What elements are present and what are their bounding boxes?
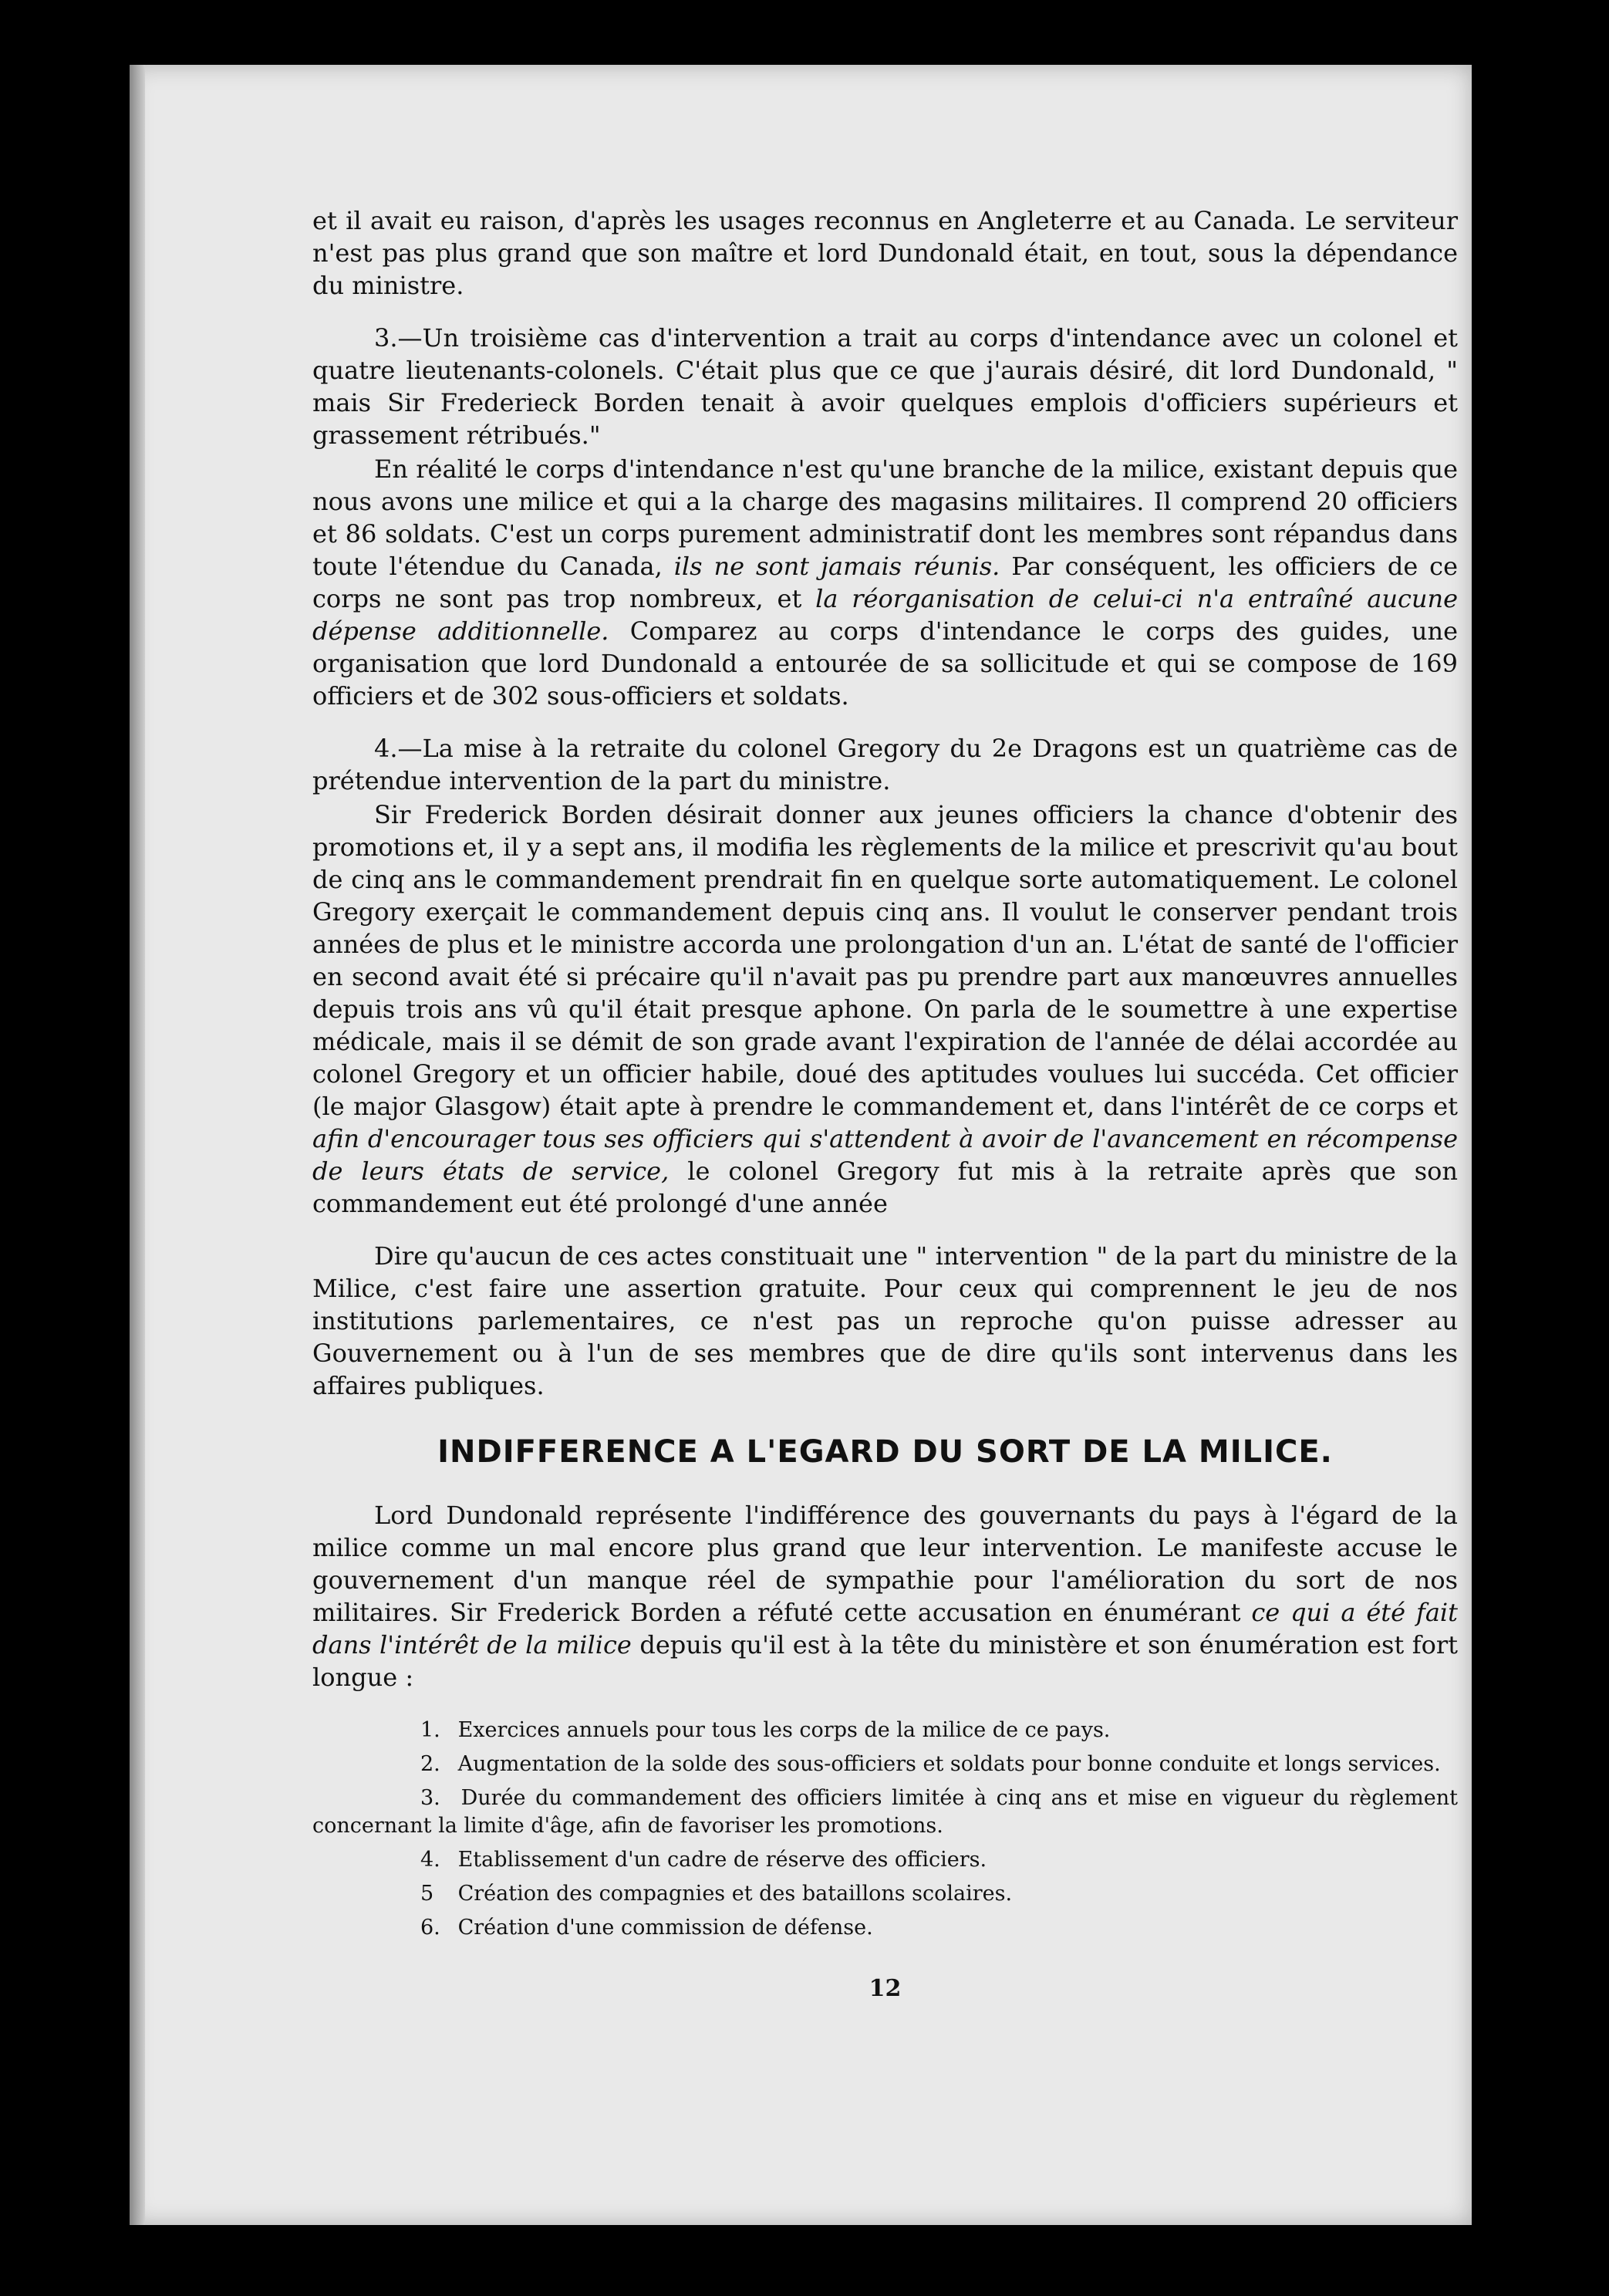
list-number: 4. <box>420 1848 440 1872</box>
section-heading: INDIFFERENCE A L'EGARD DU SORT DE LA MILICE. <box>437 1434 1333 1470</box>
italic-phrase: ce qui a été fait dans l'intérêt de la milice <box>312 1598 1459 1660</box>
list-item <box>312 1846 1458 1874</box>
paragraph-intendance <box>312 453 1458 712</box>
list-text: Création d'une commission de défense. <box>457 1916 873 1940</box>
list-text: Création des compagnies et des bataillons scolaires. <box>457 1882 1013 1906</box>
list-number: 3. <box>420 1786 440 1810</box>
paragraph-text: Sir Frederick Borden désirait donner aux jeunes officiers la chance d'obtenir des promotions et, il y a sept ans, il modifia les règlements de la milice et prescrivit qu'au bout de cinq ans le commandement prendrait fin en quelque sorte automatiquement. Le colonel Gregory exerçait le commandement depuis cinq ans. Il voulut le conserver pendant trois années de plus et le ministre accorda une prolongation d'un an. L'état de santé de l'officier en second avait été si précaire qu'il n'avait pas pu prendre part aux manœuvres annuelles depuis trois ans vû qu'il était presque aphone. On parla de le soumettre à une expertise médicale, mais il se démit de son grade avant l'expiration de l'année de délai accordée au colonel Gregory et un officier habile, doué des aptitudes voulues lui succéda. Cet officier (le major Glasgow) était apte à prendre le commandement et, dans l'intérêt de ce corps et <box>312 800 1458 1121</box>
list-item <box>312 1751 1458 1778</box>
italic-phrase: la réorganisation de celui-ci n'a entraîné aucune dépense additionnelle. <box>312 584 1459 646</box>
list-item <box>312 1717 1458 1744</box>
list-number: 1. <box>420 1718 440 1742</box>
list-item <box>312 1880 1458 1908</box>
paragraph-intervention: Dire qu'aucun de ces actes constituait une " intervention " de la part du ministre de la Milice, c'est faire une assertion gratuite. Pour ceux qui comprennent le jeu de nos institutions parlementaires, ce n'est pas un reproche qu'on puisse adresser au Gouvernement ou à l'un de ses membres que de dire qu'ils sont intervenus dans les affaires publiques. <box>312 1241 1458 1400</box>
list-item <box>312 1784 1458 1840</box>
page-binding-edge <box>130 65 145 2225</box>
list-text: Augmentation de la solde des sous-officiers et soldats pour bonne conduite et longs services. <box>457 1752 1441 1776</box>
paragraph-text: le colonel Gregory fut mis à la retraite après que son commandement eut été prolongé d'une année <box>312 1156 1459 1218</box>
list-text: Durée du commandement des officiers limitée à cinq ans et mise en vigueur du règlement concernant la limite d'âge, afin de favoriser les promotions. <box>312 1786 1458 1838</box>
list-number: 5 <box>420 1882 434 1906</box>
list-number: 2. <box>420 1752 440 1776</box>
paragraph-text: Lord Dundonald représente l'indifférence des gouvernants du pays à l'égard de la milice comme un mal encore plus grand que leur intervention. Le manifeste accuse le gouvernement d'un manque réel de sympathie pour l'amélioration du sort de nos militaires. Sir Frederick Borden a réfuté cette accusation en énumérant <box>312 1501 1458 1627</box>
paragraph-borden <box>312 799 1458 1220</box>
paragraph-text: depuis qu'il est à la tête du ministère et son énumération est fort longue : <box>312 1630 1459 1692</box>
paragraph-text: En réalité le corps d'intendance n'est qu'une branche de la milice, existant depuis que nous avons une milice et qui a la charge des magasins militaires. Il comprend 20 officiers et 86 soldats. C'est un corps purement administratif dont les membres sont répandus dans toute l'étendue du Canada, <box>312 454 1458 581</box>
list-text: Etablissement d'un cadre de réserve des officiers. <box>457 1848 987 1872</box>
paragraph-continuation: et il avait eu raison, d'après les usages reconnus en Angleterre et au Canada. Le serviteur n'est pas plus grand que son maître et lord Dundonald était, en tout, sous la dépendance du ministre. <box>312 206 1458 300</box>
page-number: 12 <box>869 1975 902 2002</box>
list-text: Exercices annuels pour tous les corps de la milice de ce pays. <box>457 1718 1111 1742</box>
page-content <box>312 204 1458 2005</box>
measures-list <box>312 1717 1458 1942</box>
paragraph-indifference <box>312 1499 1458 1693</box>
paragraph-case-4: 4.—La mise à la retraite du colonel Gregory du 2e Dragons est un quatrième cas de prétendue intervention de la part du ministre. <box>312 734 1458 795</box>
list-item <box>312 1914 1458 1942</box>
list-number: 6. <box>420 1916 440 1940</box>
paragraph-case-3: 3.—Un troisième cas d'intervention a trait au corps d'intendance avec un colonel et quatre lieutenants-colonels. C'était plus que ce que j'aurais désiré, dit lord Dundonald, " mais Sir Frederieck Borden tenait à avoir quelques emplois d'officiers supérieurs et grassement rétribués." <box>312 323 1458 450</box>
italic-phrase: ils ne sont jamais réunis. <box>673 552 1000 581</box>
paragraph-text: Par conséquent, les officiers de ce corps ne sont pas trop nombreux, et <box>312 552 1459 613</box>
italic-phrase: afin d'encourager tous ses officiers qui s'attendent à avoir de l'avancement en récompense de leurs états de service, <box>312 1124 1458 1186</box>
paragraph-text: Comparez au corps d'intendance le corps des guides, une organisation que lord Dundonald a entourée de sa sollicitude et qui se compose de 169 officiers et de 302 sous-officiers et soldats. <box>312 616 1459 711</box>
